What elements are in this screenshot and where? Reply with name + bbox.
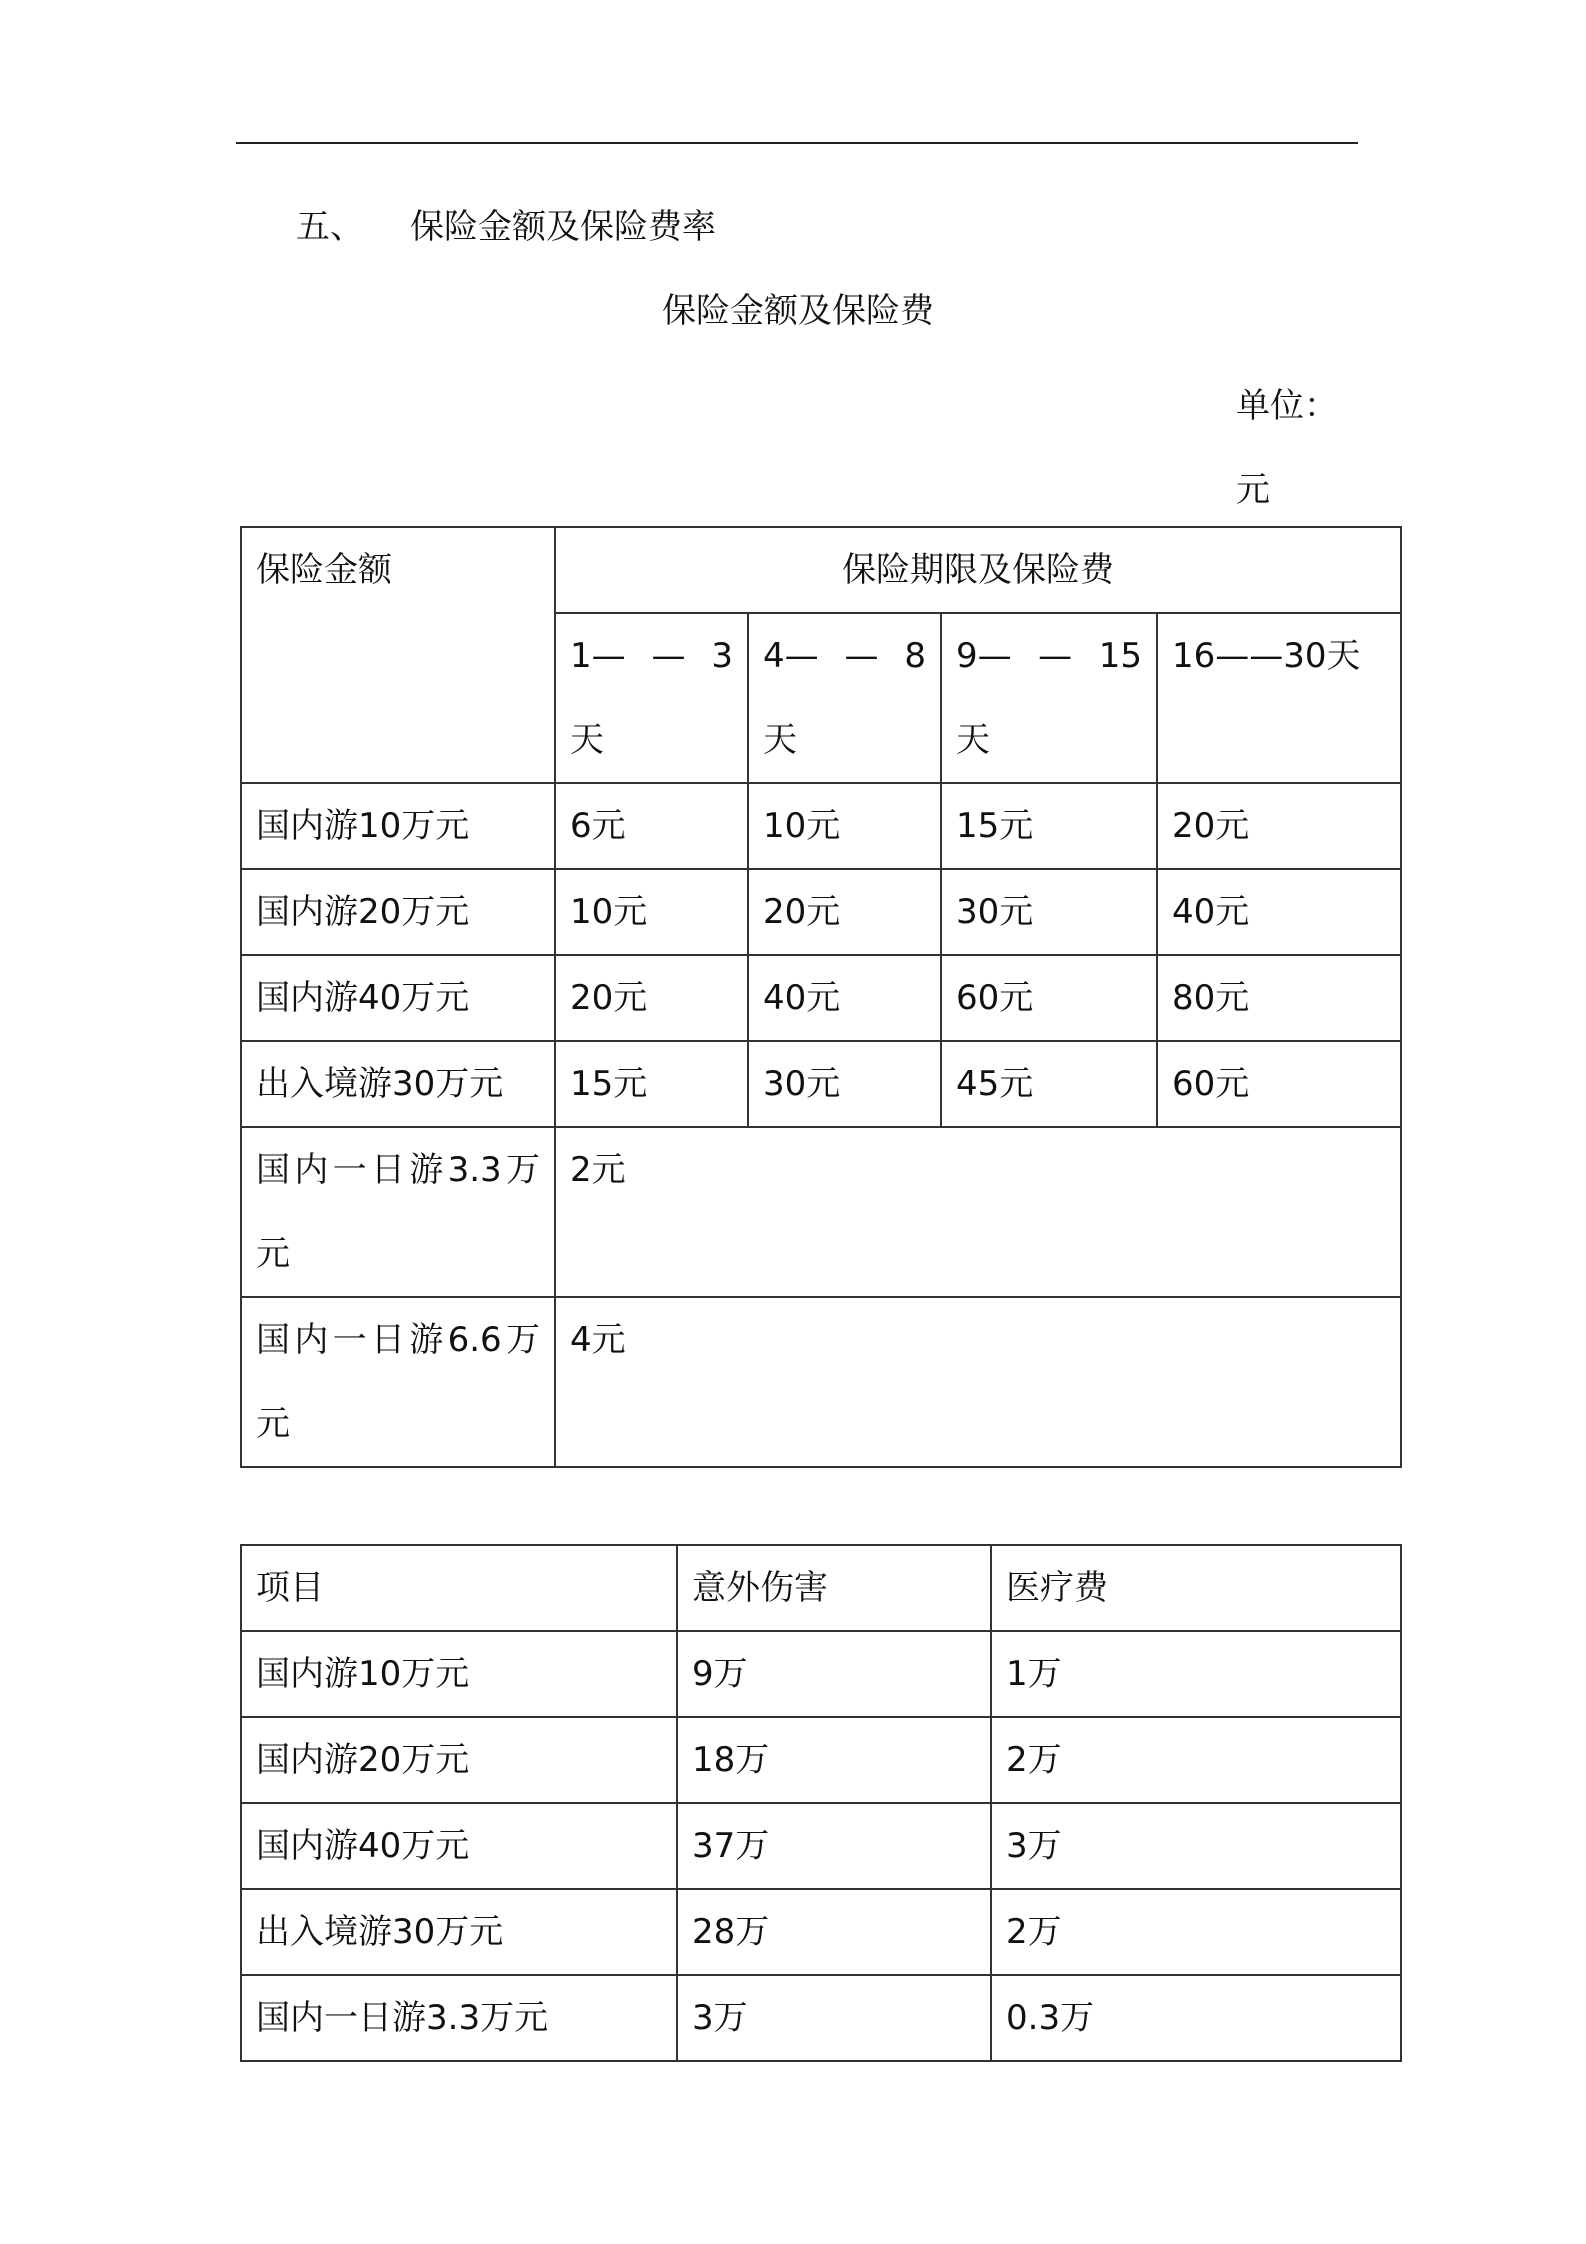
- row-label: 出入境游30万元: [241, 1041, 555, 1127]
- table-cell: 80元: [1157, 955, 1401, 1041]
- row-label: 国内游40万元: [241, 1803, 677, 1889]
- coverage-header-row: [241, 1545, 1401, 1631]
- table-cell: 40元: [1157, 869, 1401, 955]
- table-cell: 10元: [555, 869, 748, 955]
- table-row: [241, 869, 1401, 955]
- table-row: [241, 1127, 1401, 1297]
- section-number: 五、: [296, 207, 364, 247]
- table-cell: 3万: [991, 1803, 1401, 1889]
- row-label: 国内游10万元: [241, 1631, 677, 1717]
- table-cell: 28万: [677, 1889, 991, 1975]
- row-label: 国内一日游6.6万元: [241, 1297, 555, 1467]
- table-row: [241, 783, 1401, 869]
- premium-table-title: 保险金额及保险费: [662, 291, 934, 331]
- table-cell: 2万: [991, 1889, 1401, 1975]
- row-label: 国内游10万元: [241, 783, 555, 869]
- table-cell: 37万: [677, 1803, 991, 1889]
- table-row: [241, 1889, 1401, 1975]
- row-label: 国内一日游3.3万元: [241, 1127, 555, 1297]
- table-cell: 3万: [677, 1975, 991, 2061]
- premium-table: [240, 526, 1402, 1468]
- table-row: [241, 1717, 1401, 1803]
- row-label: 国内游20万元: [241, 1717, 677, 1803]
- unit-label: 单位：元: [1236, 386, 1338, 510]
- header-medical: 医疗费: [991, 1545, 1401, 1631]
- header-accident: 意外伤害: [677, 1545, 991, 1631]
- table-cell: 10元: [748, 783, 941, 869]
- table-row: [241, 1975, 1401, 2061]
- table-cell: 9万: [677, 1631, 991, 1717]
- table-cell: 30元: [941, 869, 1157, 955]
- table-cell: 2万: [991, 1717, 1401, 1803]
- table-cell: 15元: [941, 783, 1157, 869]
- table-row: [241, 955, 1401, 1041]
- table-row: [241, 1631, 1401, 1717]
- row-label: 出入境游30万元: [241, 1889, 677, 1975]
- section-heading: [296, 202, 716, 252]
- table-cell: 2元: [555, 1127, 1401, 1297]
- table-cell: 0.3万: [991, 1975, 1401, 2061]
- table-cell: 60元: [941, 955, 1157, 1041]
- table-cell: 15元: [555, 1041, 748, 1127]
- header-rule: [236, 142, 1358, 144]
- header-period-2: 4— — 8天: [748, 613, 941, 783]
- table-cell: 60元: [1157, 1041, 1401, 1127]
- table-cell: 6元: [555, 783, 748, 869]
- table-cell: 40元: [748, 955, 941, 1041]
- coverage-table: [240, 1544, 1402, 2062]
- table-cell: 20元: [748, 869, 941, 955]
- table-cell: 4元: [555, 1297, 1401, 1467]
- header-amount: 保险金额: [241, 527, 555, 783]
- header-period-3: 9— — 15天: [941, 613, 1157, 783]
- header-item: 项目: [241, 1545, 677, 1631]
- header-period-group: 保险期限及保险费: [555, 527, 1401, 613]
- row-label: 国内游40万元: [241, 955, 555, 1041]
- table-cell: 30元: [748, 1041, 941, 1127]
- header-period-1: 1— — 3天: [555, 613, 748, 783]
- table-row: [241, 1041, 1401, 1127]
- table-row: [241, 1297, 1401, 1467]
- premium-header-row: [241, 527, 1401, 613]
- section-title: 保险金额及保险费率: [410, 207, 716, 247]
- table-cell: 18万: [677, 1717, 991, 1803]
- table-cell: 20元: [1157, 783, 1401, 869]
- table-cell: 1万: [991, 1631, 1401, 1717]
- table-cell: 45元: [941, 1041, 1157, 1127]
- header-period-4: 16——30天: [1157, 613, 1401, 783]
- row-label: 国内游20万元: [241, 869, 555, 955]
- table-row: [241, 1803, 1401, 1889]
- row-label: 国内一日游3.3万元: [241, 1975, 677, 2061]
- table-cell: 20元: [555, 955, 748, 1041]
